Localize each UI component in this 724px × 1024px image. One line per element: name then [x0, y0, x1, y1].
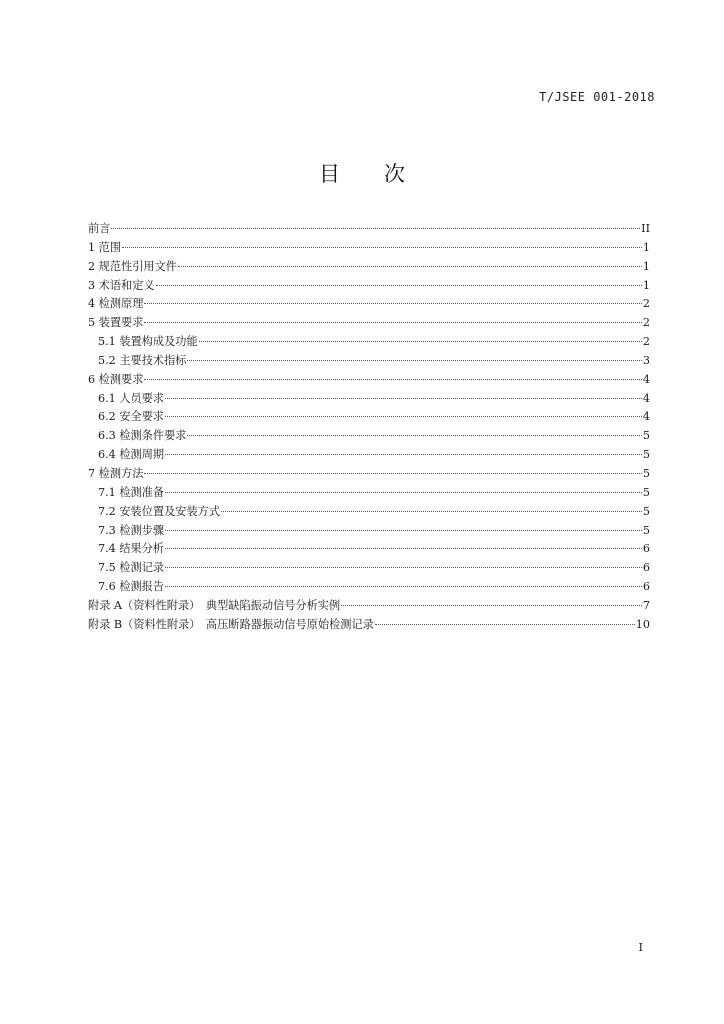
table-of-contents: [88, 220, 650, 635]
toc-entry-page: 5: [642, 429, 650, 443]
toc-dot-leader: [165, 416, 642, 417]
toc-entry[interactable]: [88, 239, 650, 258]
toc-entry[interactable]: [88, 578, 650, 597]
toc-entry-page: 6: [642, 542, 650, 556]
toc-entry[interactable]: [88, 465, 650, 484]
toc-entry[interactable]: [88, 258, 650, 277]
toc-entry-label: 6 检测要求: [88, 372, 144, 386]
toc-entry-label: 7.3 检测步骤: [98, 523, 165, 537]
toc-entry-page: 2: [642, 335, 650, 349]
toc-entry-page: 4: [642, 391, 650, 405]
toc-dot-leader: [165, 530, 642, 531]
toc-entry[interactable]: [88, 522, 650, 541]
toc-entry-page: 2: [642, 297, 650, 311]
toc-dot-leader: [165, 398, 642, 399]
toc-entry-label: 1 范围: [88, 240, 122, 254]
toc-entry-page: 1: [642, 259, 650, 273]
toc-dot-leader: [122, 247, 642, 248]
toc-entry-label: 5.2 主要技术指标: [98, 353, 187, 367]
toc-entry[interactable]: [88, 352, 650, 371]
toc-entry-label: 6.3 检测条件要求: [98, 429, 187, 443]
toc-entry-page: 5: [642, 504, 650, 518]
toc-entry[interactable]: [88, 371, 650, 390]
toc-entry-page: 6: [642, 561, 650, 575]
toc-entry-page: 1: [642, 278, 650, 292]
toc-entry-label: 7.4 结果分析: [98, 542, 165, 556]
toc-entry-label: 3 术语和定义: [88, 278, 155, 292]
toc-entry-label: 4 检测原理: [88, 297, 144, 311]
toc-entry-page: 5: [642, 485, 650, 499]
toc-entry[interactable]: [88, 314, 650, 333]
toc-entry-label: 7.5 检测记录: [98, 561, 165, 575]
toc-entry-label: 7.1 检测准备: [98, 485, 165, 499]
toc-entry[interactable]: [88, 616, 650, 635]
toc-entry[interactable]: [88, 390, 650, 409]
toc-entry-page: 5: [642, 448, 650, 462]
toc-dot-leader: [111, 228, 640, 229]
toc-entry-page: 1: [642, 240, 650, 254]
toc-entry-label: 7.2 安装位置及安装方式: [98, 504, 221, 518]
standard-code: T/JSEE 001-2018: [539, 90, 655, 104]
toc-dot-leader: [221, 511, 642, 512]
toc-dot-leader: [165, 548, 642, 549]
toc-entry-label: 7 检测方法: [88, 466, 144, 480]
toc-entry-page: 5: [642, 466, 650, 480]
toc-entry[interactable]: [88, 333, 650, 352]
toc-entry-page: 2: [642, 316, 650, 330]
toc-entry[interactable]: [88, 408, 650, 427]
toc-entry[interactable]: [88, 559, 650, 578]
toc-entry[interactable]: [88, 540, 650, 559]
toc-dot-leader: [187, 435, 641, 436]
toc-entry-label: 附录 B（资料性附录） 高压断路器振动信号原始检测记录: [88, 617, 374, 631]
toc-dot-leader: [187, 360, 641, 361]
toc-entry-page: 4: [642, 372, 650, 386]
toc-entry[interactable]: [88, 220, 650, 239]
toc-entry[interactable]: [88, 277, 650, 296]
toc-entry-label: 7.6 检测报告: [98, 580, 165, 594]
toc-dot-leader: [144, 473, 641, 474]
toc-entry-label: 前言: [88, 222, 111, 235]
toc-entry[interactable]: [88, 295, 650, 314]
title-char-left: 目: [319, 162, 340, 186]
toc-dot-leader: [156, 285, 642, 286]
toc-entry[interactable]: [88, 503, 650, 522]
toc-dot-leader: [165, 454, 642, 455]
toc-entry[interactable]: [88, 484, 650, 503]
toc-entry-page: 4: [642, 410, 650, 424]
toc-entry-page: 10: [635, 617, 650, 631]
toc-entry-label: 6.2 安全要求: [98, 410, 165, 424]
toc-dot-leader: [165, 492, 642, 493]
toc-entry-label: 6.1 人员要求: [98, 391, 165, 405]
page-number: I: [638, 940, 643, 954]
toc-dot-leader: [144, 303, 641, 304]
toc-entry-label: 5.1 装置构成及功能: [98, 335, 198, 349]
page-title: [0, 158, 724, 188]
toc-entry-label: 附录 A（资料性附录） 典型缺陷振动信号分析实例: [88, 598, 341, 612]
toc-entry-label: 2 规范性引用文件: [88, 259, 177, 273]
toc-dot-leader: [178, 266, 642, 267]
toc-dot-leader: [165, 586, 642, 587]
toc-entry-page: 3: [642, 353, 650, 367]
toc-entry[interactable]: [88, 597, 650, 616]
toc-entry[interactable]: [88, 427, 650, 446]
toc-entry-page: 7: [642, 598, 650, 612]
toc-dot-leader: [341, 605, 642, 606]
toc-entry-label: 6.4 检测周期: [98, 448, 165, 462]
toc-dot-leader: [144, 322, 641, 323]
toc-entry-page: II: [641, 222, 650, 235]
toc-dot-leader: [165, 567, 642, 568]
toc-dot-leader: [144, 379, 641, 380]
toc-entry[interactable]: [88, 446, 650, 465]
toc-dot-leader: [375, 624, 635, 625]
toc-dot-leader: [199, 341, 642, 342]
toc-entry-page: 6: [642, 580, 650, 594]
toc-entry-label: 5 装置要求: [88, 316, 144, 330]
title-char-right: 次: [384, 162, 405, 186]
toc-entry-page: 5: [642, 523, 650, 537]
